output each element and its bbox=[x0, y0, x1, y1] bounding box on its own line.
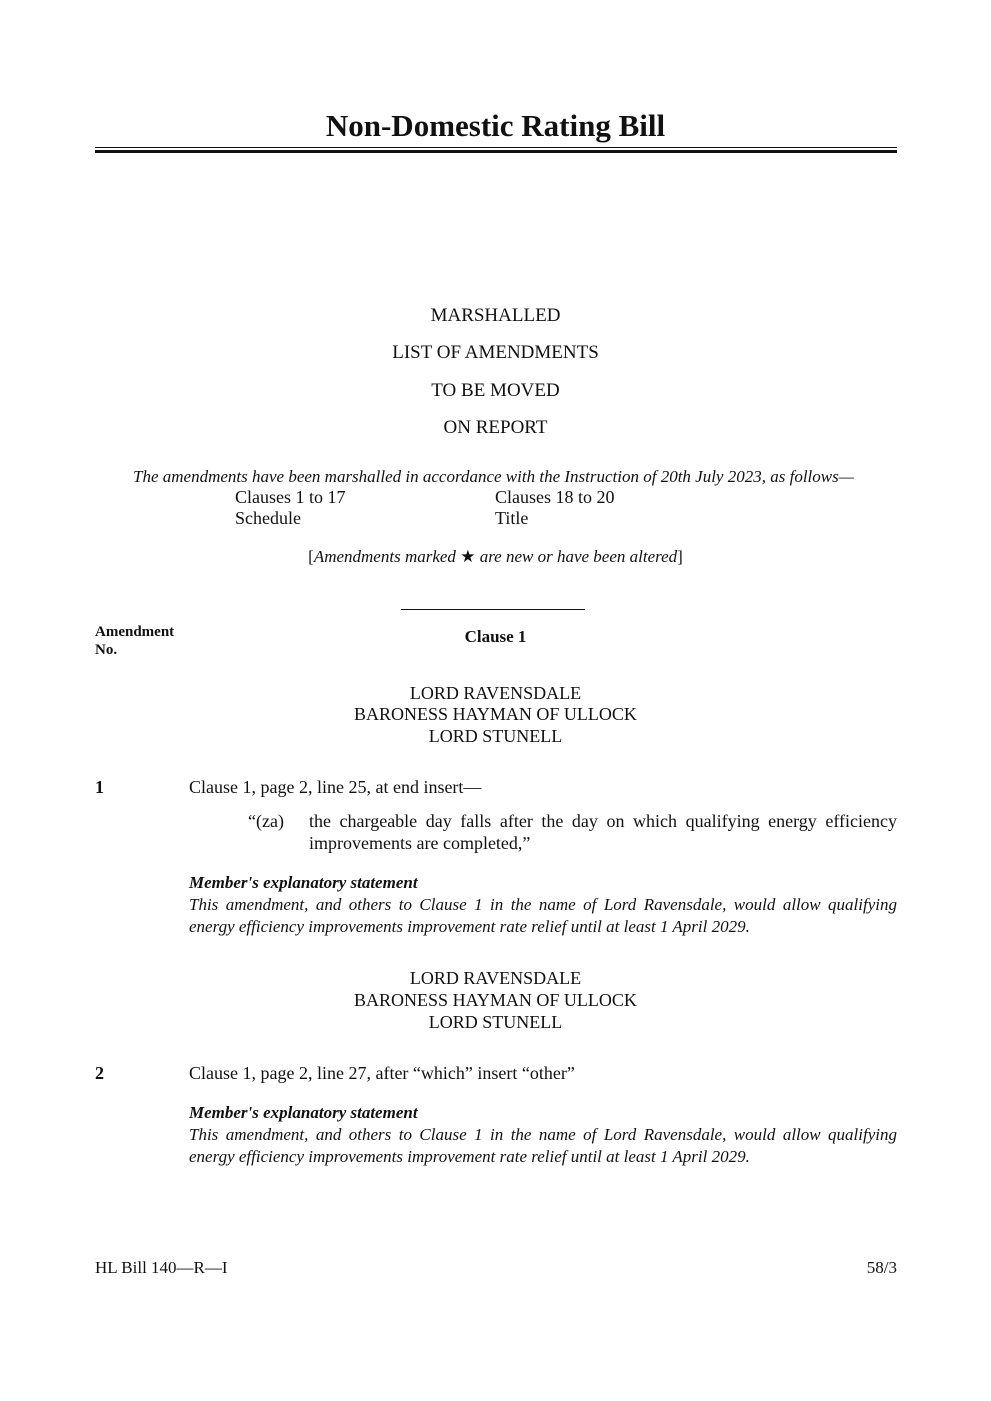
statement-text: energy efficiency improvements improvement rate relief until at least 1 April 2029. bbox=[189, 917, 750, 936]
heading-line: MARSHALLED bbox=[430, 305, 561, 326]
insert-label: “(za) bbox=[248, 811, 284, 831]
sponsor-name: LORD RAVENSDALE bbox=[409, 683, 582, 703]
new-amendments-note bbox=[0, 546, 991, 568]
page-title: Non-Domestic Rating Bill bbox=[325, 108, 666, 143]
title-rule-thick bbox=[95, 150, 897, 153]
title-rule-thin bbox=[95, 147, 897, 148]
statement-text: This amendment, and others to Clause 1 in the name of Lord Ravensdale, would allow qualifying bbox=[189, 1125, 897, 1144]
heading-line: ON REPORT bbox=[443, 417, 548, 438]
amendment-no-label: No. bbox=[95, 642, 118, 658]
sponsor-name: BARONESS HAYMAN OF ULLOCK bbox=[354, 704, 637, 724]
clause-heading: Clause 1 bbox=[464, 627, 527, 646]
note-text: Amendments marked bbox=[313, 547, 461, 566]
amendment-text: Clause 1, page 2, line 25, at end insert— bbox=[189, 777, 482, 797]
instruction-text: The amendments have been marshalled in accordance with the Instruction of 20th July 2023, as follows— bbox=[133, 467, 854, 486]
footer-bill-reference: HL Bill 140—R—I bbox=[95, 1258, 228, 1277]
amendment-number: 2 bbox=[95, 1063, 104, 1083]
statement-heading: Member's explanatory statement bbox=[189, 1103, 418, 1122]
amendment-text: Clause 1, page 2, line 27, after “which” insert “other” bbox=[189, 1063, 575, 1083]
sponsor-name: LORD STUNELL bbox=[428, 726, 563, 746]
statement-text: This amendment, and others to Clause 1 in the name of Lord Ravensdale, would allow qualifying bbox=[189, 895, 897, 914]
order-item: Clauses 1 to 17 bbox=[235, 487, 346, 507]
sponsor-name: LORD RAVENSDALE bbox=[409, 968, 582, 988]
bracket: [ bbox=[308, 547, 314, 566]
order-item: Title bbox=[495, 508, 529, 528]
statement-heading: Member's explanatory statement bbox=[189, 873, 418, 892]
heading-line: TO BE MOVED bbox=[431, 380, 560, 401]
heading-line: LIST OF AMENDMENTS bbox=[392, 342, 599, 363]
note-text: are new or have been altered bbox=[475, 547, 678, 566]
bracket: ] bbox=[677, 547, 683, 566]
amendment-number: 1 bbox=[95, 777, 104, 797]
amendment-no-label: Amendment bbox=[95, 624, 175, 640]
order-item: Clauses 18 to 20 bbox=[495, 487, 615, 507]
statement-text: energy efficiency improvements improvement rate relief until at least 1 April 2029. bbox=[189, 1147, 750, 1166]
order-item: Schedule bbox=[235, 508, 301, 528]
insert-text: the chargeable day falls after the day on which qualifying energy efficiency bbox=[309, 811, 897, 831]
star-icon: ★ bbox=[460, 547, 476, 566]
sponsor-name: LORD STUNELL bbox=[428, 1012, 563, 1032]
sponsor-name: BARONESS HAYMAN OF ULLOCK bbox=[354, 990, 637, 1010]
insert-text: improvements are completed,” bbox=[309, 833, 531, 853]
section-divider bbox=[401, 609, 585, 610]
footer-page-code: 58/3 bbox=[866, 1258, 897, 1277]
